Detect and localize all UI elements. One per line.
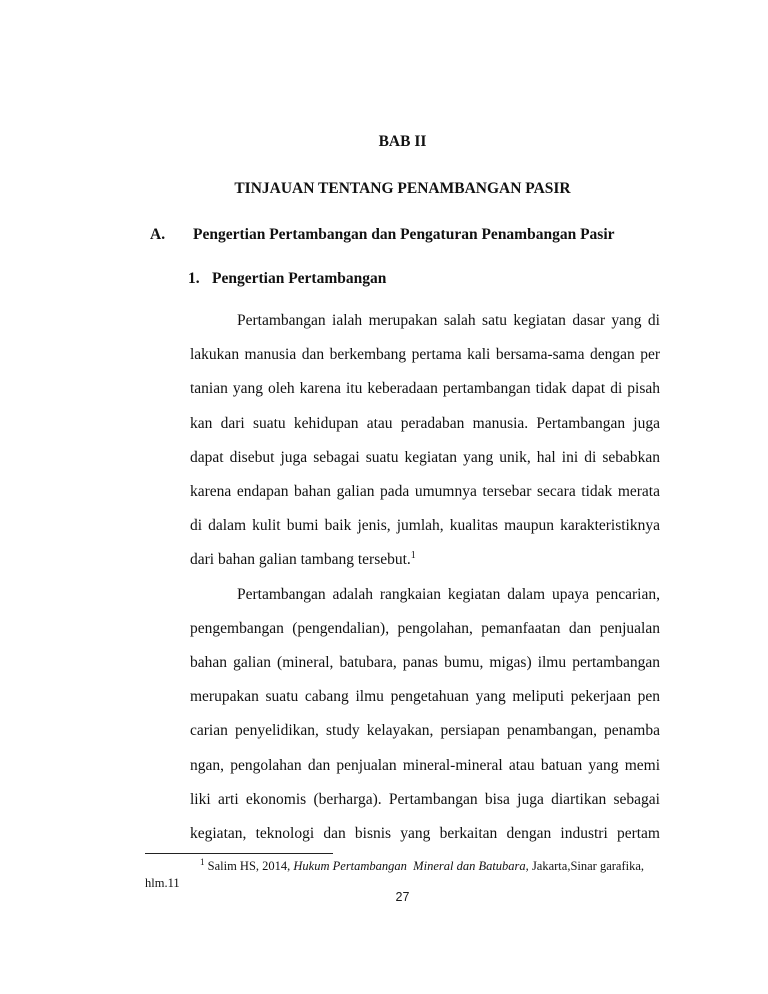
paragraph-line: lakukan manusia dan berkembang pertama kali bersama-sama dengan per: [190, 346, 660, 364]
footnote-reference: 1: [410, 550, 416, 562]
paragraph-2: [190, 578, 660, 852]
paragraph-line: Pertambangan adalah rangkaian kegiatan dalam upaya pencarian,: [237, 585, 660, 603]
footnote-marker: 1: [200, 856, 205, 867]
chapter-title: TINJAUAN TENTANG PENAMBANGAN PASIR: [234, 180, 571, 197]
footnote-book-title: Hukum Pertambangan Mineral dan Batubara,: [293, 859, 529, 873]
paragraph-line: pengembangan (pengendalian), pengolahan, pemanfaatan dan penjualan: [190, 619, 660, 637]
footnote-separator: [145, 853, 333, 854]
footnote-area: [145, 853, 660, 892]
chapter-label: BAB II: [378, 133, 427, 150]
paragraph-line: Pertambangan ialah merupakan salah satu kegiatan dasar yang di: [237, 312, 660, 329]
subsection-heading: [145, 268, 660, 290]
footnote-text: [145, 858, 660, 875]
paragraph-line: bahan galian (mineral, batubara, panas bumu, migas) ilmu pertambangan: [190, 654, 660, 672]
page-content: [145, 131, 660, 851]
paragraph-line: liki arti ekonomis (berharga). Pertambangan bisa juga diartikan sebagai: [190, 790, 660, 808]
paragraph-line: merupakan suatu cabang ilmu pengetahuan yang meliputi pekerjaan pen: [190, 688, 660, 706]
paragraph-line: carian penyelidikan, study kelayakan, persiapan penambangan, penamba: [190, 722, 660, 740]
subsection-marker: 1.: [188, 270, 200, 287]
section-heading: [145, 224, 660, 246]
paragraph-line: di dalam kulit bumi baik jenis, jumlah, kualitas maupun karakteristiknya: [190, 517, 660, 535]
paragraph-line: kan dari suatu kehidupan atau peradaban manusia. Pertambangan juga: [190, 414, 660, 432]
footnote-text-continued: hlm.11: [145, 876, 180, 890]
section-title: Pengertian Pertambangan dan Pengaturan Penambangan Pasir: [193, 226, 615, 243]
paragraph-1: [190, 304, 660, 578]
footnote-citation-prefix: Salim HS, 2014,: [204, 859, 294, 873]
footnote-citation-suffix: Jakarta,Sinar garafika,: [528, 859, 645, 873]
subsection-title: Pengertian Pertambangan: [212, 270, 387, 287]
paragraph-line: kegiatan, teknologi dan bisnis yang berkaitan dengan industri pertam: [190, 825, 660, 843]
paragraph-line: ngan, pengolahan dan penjualan mineral-mineral atau batuan yang memi: [190, 756, 660, 774]
page-number: 27: [395, 890, 410, 904]
paragraph-line: dapat disebut juga sebagai suatu kegiatan yang unik, hal ini di sebabkan: [190, 448, 660, 466]
paragraph-line-text: dari bahan galian tambang tersebut.: [190, 551, 411, 569]
paragraph-line: [190, 543, 660, 577]
paragraph-line: karena endapan bahan galian pada umumnya tersebar secara tidak merata: [190, 483, 660, 501]
section-marker: A.: [150, 226, 166, 243]
paragraph-line: tanian yang oleh karena itu keberadaan pertambangan tidak dapat di pisah: [190, 380, 660, 398]
